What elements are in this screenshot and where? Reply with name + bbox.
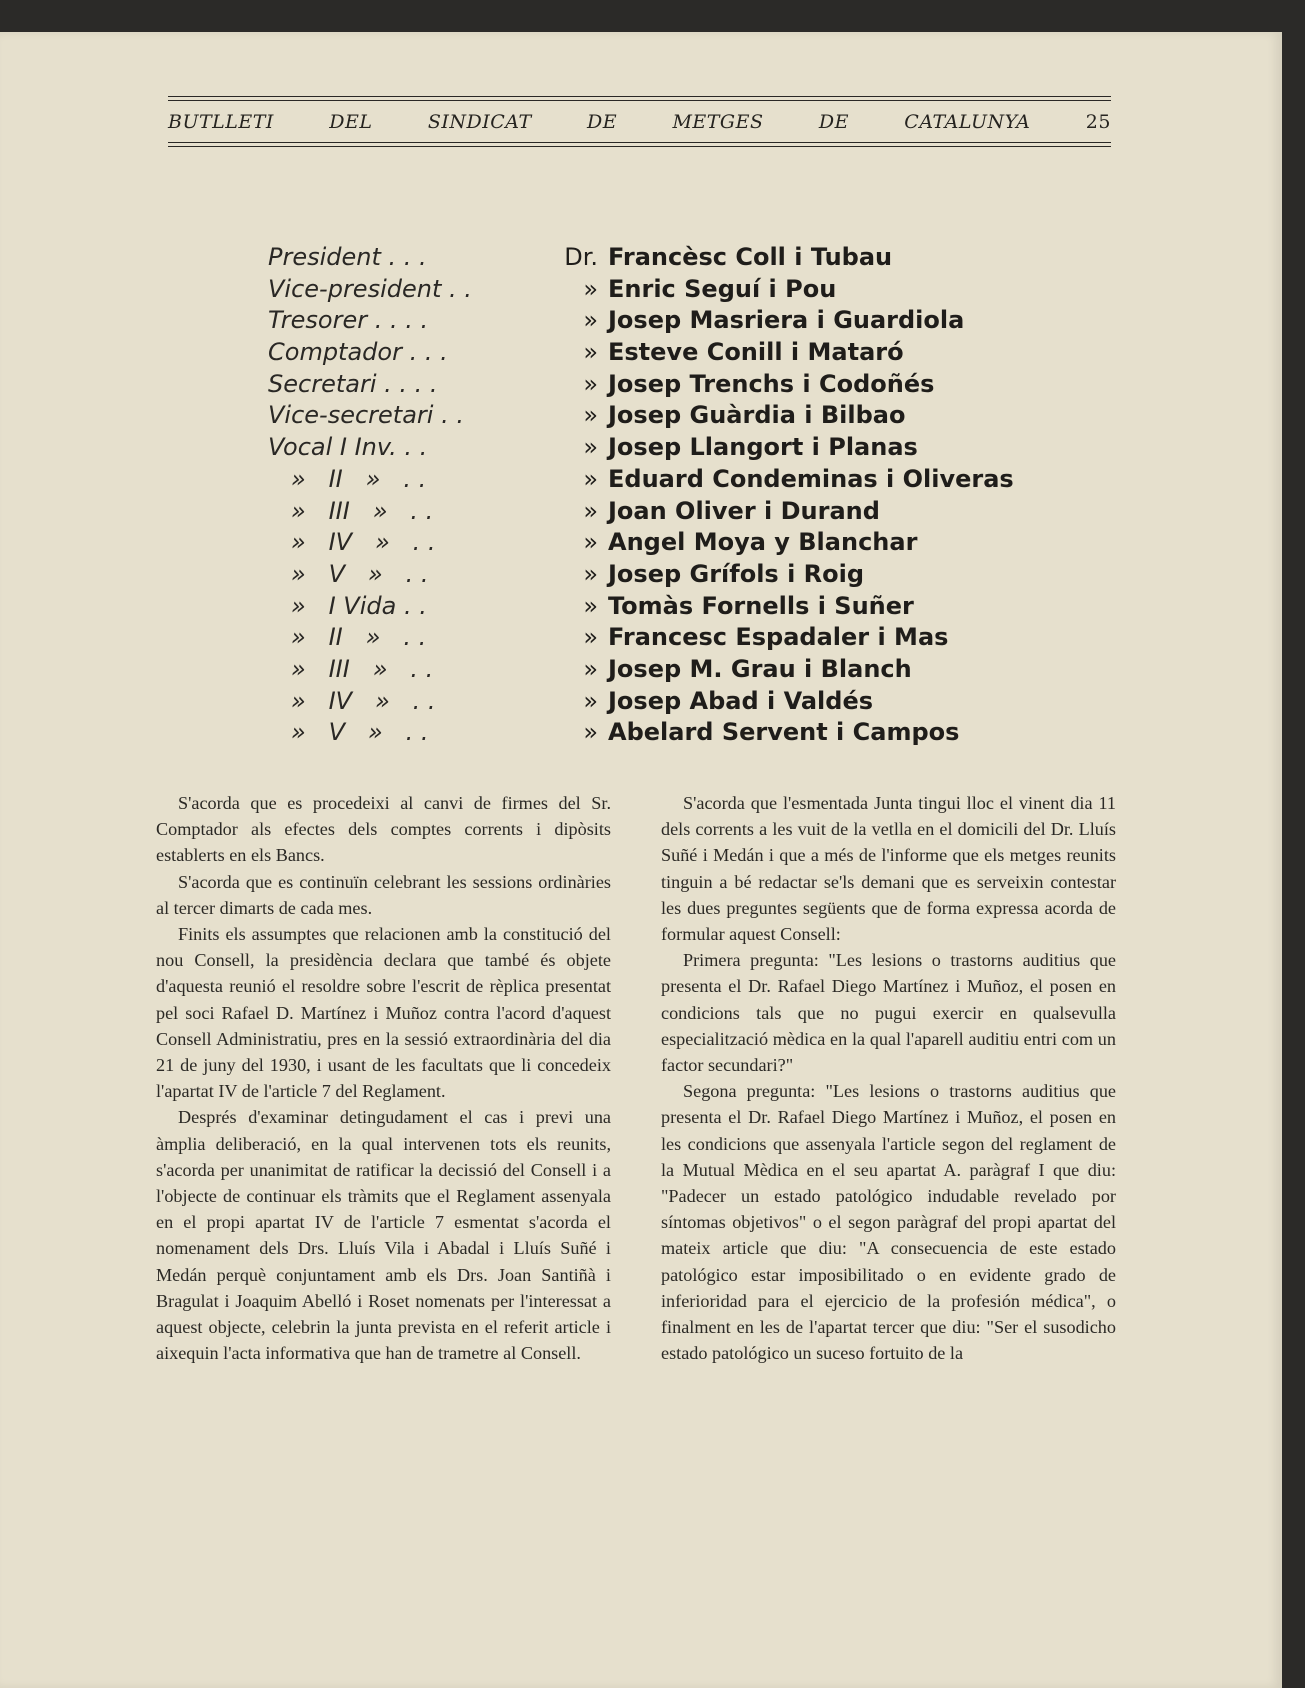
board-row [268,655,1068,687]
board-row [268,338,1068,370]
board-row [268,401,1068,433]
board-row [268,370,1068,402]
board-row [268,465,1068,497]
header-word: BUTLLETI [168,111,274,133]
board-member-name: Josep Masriera i Guardiola [608,306,965,335]
board-role: » IV » . . [268,686,436,715]
board-member-name: Josep M. Grau i Blanch [608,654,912,683]
paragraph: Després d'examinar detingudament el cas i previ una àmplia deliberació, en la qual intervenen tots els reunits, s'acorda per unanimitat de ratificar la decissió del Consell i a l'objecte de continuar els tràmits que el Reglament assenyala en el propi apartat IV de l'article 7 esmentat s'acorda el nomenament dels Drs. Lluís Vila i Abadal i Lluís Suñé i Medán perquè conjuntament amb els Drs. Joan Santiñà i Bragulat i Joaquim Abelló i Roset nomenats per l'interessat a aquest objecte, celebrin la junta prevista en el referit article i aixequin l'acta informativa que han de trametre al Consell. [156,1107,611,1364]
board-prefix: » [583,274,598,303]
board-role: Vice-secretari . . [268,401,464,430]
board-prefix: » [583,433,598,462]
board-role: » II » . . [268,464,427,493]
board-role: Vocal I Inv. . . [268,433,428,462]
board-prefix: » [583,623,598,652]
board-prefix: » [583,528,598,557]
header-rule-top [168,96,1111,97]
board-prefix: » [583,591,598,620]
board-prefix: » [583,496,598,525]
board-member-name: Angel Moya y Blanchar [608,528,918,557]
board-row [268,592,1068,624]
board-role: Vice-president . . [268,274,472,303]
board-members-list [268,243,1068,750]
board-prefix: » [583,401,598,430]
board-prefix: » [583,686,598,715]
board-member-name: Eduard Condeminas i Oliveras [608,464,1014,493]
board-row [268,687,1068,719]
board-member-name: Josep Guàrdia i Bilbao [608,401,906,430]
board-prefix: » [583,306,598,335]
header-word: SINDICAT [427,111,532,133]
board-prefix: » [583,464,598,493]
board-member-name: Joan Oliver i Durand [608,496,880,525]
board-member-name: Esteve Conill i Mataró [608,338,904,367]
board-row [268,497,1068,529]
board-member-name: Enric Seguí i Pou [608,274,837,303]
right-column [661,790,1116,1366]
board-row [268,243,1068,275]
running-header [168,96,1111,147]
paragraph: S'acorda que es procedeixi al canvi de firmes del Sr. Comptador als efectes dels comptes corrents i dipòsits establerts en els Bancs. [156,793,611,866]
board-prefix: » [583,559,598,588]
paragraph: S'acorda que l'esmentada Junta tingui lloc el vinent dia 11 dels corrents a les vuit de la vetlla en el domicili del Dr. Lluís Suñé i Medán i que a més de l'informe que els metges reunits tinguin a bé redactar se'ls demani que es serveixin contestar les dues preguntes següents que de forma expressa acorda de formular aquest Consell: [661,793,1116,945]
header-word: METGES [672,111,764,133]
board-row [268,623,1068,655]
board-member-name: Francèsc Coll i Tubau [608,243,893,271]
board-role: » V » . . [268,559,429,588]
board-role: » III » . . [268,654,434,683]
header-rule-bottom-inner [168,146,1111,147]
header-word: DE [586,111,618,133]
board-member-name: Tomàs Fornells i Suñer [608,591,914,620]
body-text [156,790,1116,1366]
paragraph: S'acorda que es continuïn celebrant les sessions ordinàries al tercer dimarts de cada mes. [156,871,611,918]
board-row [268,275,1068,307]
board-role: » III » . . [268,496,434,525]
board-role: » I Vida . . [268,591,427,620]
header-word: CATALUNYA [904,111,1031,133]
board-prefix: » [583,718,598,747]
board-role: Secretari . . . . [268,369,438,398]
board-prefix: » [583,338,598,367]
board-row [268,718,1068,750]
header-word: DE [818,111,849,133]
header-word: DEL [329,111,373,133]
board-prefix: » [583,369,598,398]
board-member-name: Francesc Espadaler i Mas [608,623,949,652]
board-role: » V » . . [268,718,429,747]
board-member-name: Josep Llangort i Planas [608,433,918,462]
board-member-name: Josep Trenchs i Codoñés [608,369,935,398]
board-row [268,528,1068,560]
header-rule-bottom [168,142,1111,143]
board-role: » II » . . [268,623,427,652]
board-row [268,306,1068,338]
paragraph: Primera pregunta: "Les lesions o trastorns auditius que presenta el Dr. Rafael Diego Martínez i Muñoz, el posen en condicions tals que no pugui exercir en qualsevulla especialització mèdica en la qual l'aparell auditiu entri com un factor secundari?" [661,950,1116,1076]
board-role: Comptador . . . [268,338,448,367]
board-role: President . . . [268,243,427,271]
paragraph: Segona pregunta: "Les lesions o trastorns auditius que presenta el Dr. Rafael Diego Martínez i Muñoz, el posen en les condicions que assenyala l'article segon del reglament de la Mutual Mèdica en el seu apartat A. paràgraf I que diu: "Padecer un estado patológico indudable revelado por síntomas objetivos" o el segon paràgraf del propi apartat del mateix article que diu: "A consecuencia de este estado patológico estar imposibilitado o en evidente grado de inferioridad para el ejercicio de la profesión médica", o finalment en les de l'apartat tercer que diu: "Ser el susodicho estado patológico un suceso fortuito de la [661,1081,1116,1364]
left-column [156,790,611,1366]
paragraph: Finits els assumptes que relacionen amb la constitució del nou Consell, la presidència declara que també és objete d'aquesta reunió el resoldre sobre l'escrit de rèplica presentat pel soci Rafael D. Martínez i Muñoz contra l'acord d'aquest Consell Administratiu, pres en la sessió extraordinària del dia 21 de juny del 1930, i usant de les facultats que li concedeix l'apartat IV de l'article 7 del Reglament. [156,924,611,1102]
board-row [268,560,1068,592]
board-prefix: » [583,654,598,683]
board-member-name: Abelard Servent i Campos [608,718,960,747]
board-role: » IV » . . [268,528,436,557]
board-role: Tresorer . . . . [268,306,429,335]
board-row [268,433,1068,465]
header-title-row [168,101,1111,142]
board-member-name: Josep Abad i Valdés [608,686,874,715]
board-prefix: Dr. [564,243,598,271]
board-member-name: Josep Grífols i Roig [608,559,865,588]
page-number: 25 [1085,111,1111,133]
